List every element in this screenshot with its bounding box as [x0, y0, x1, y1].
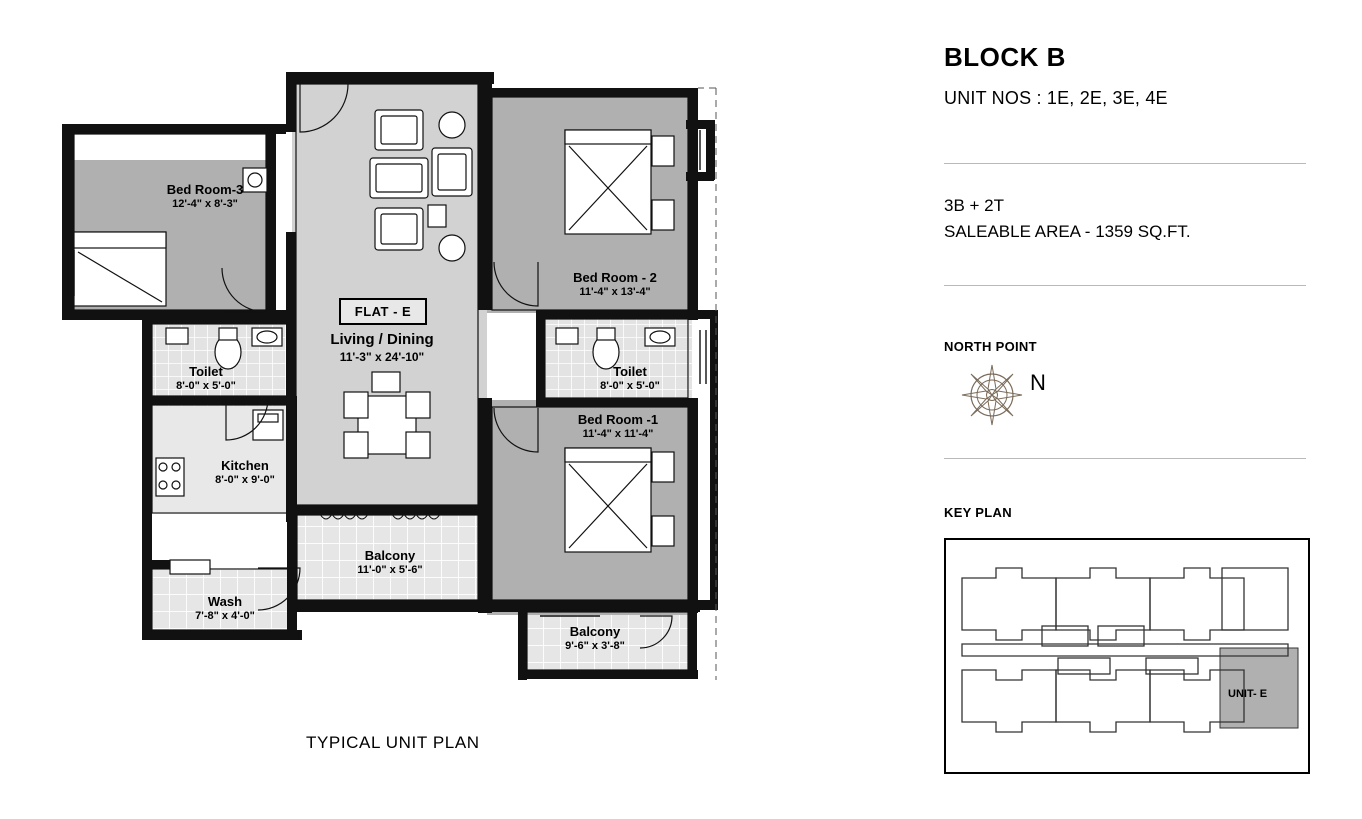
room-name: Bed Room - 2	[573, 270, 657, 285]
room-label-kitchen	[190, 458, 300, 488]
block-title: BLOCK B	[944, 42, 1066, 72]
divider-3	[944, 458, 1306, 459]
room-name: Balcony	[364, 548, 416, 563]
room-name: Living / Dining	[330, 331, 434, 348]
room-dimension: 8'-0" x 9'-0"	[215, 474, 275, 487]
unit-configuration: 3B + 2T	[944, 196, 1005, 215]
room-dimension: 11'-3" x 24'-10"	[339, 349, 425, 364]
saleable-area: SALEABLE AREA - 1359 SQ.FT.	[944, 222, 1191, 241]
room-dimension: 11'-0" x 5'-6"	[357, 564, 423, 577]
room-dimension: 12'-4" x 8'-3"	[172, 198, 238, 211]
key-plan-unit-label: UNIT- E	[1228, 688, 1268, 700]
key-plan-label: KEY PLAN	[944, 505, 1012, 520]
unit-numbers: UNIT NOS : 1E, 2E, 3E, 4E	[944, 88, 1168, 108]
room-name: Bed Room -1	[577, 412, 659, 427]
room-dimension: 7'-8" x 4'-0"	[195, 610, 255, 623]
flat-tag: FLAT - E	[339, 298, 427, 325]
north-letter: N	[1030, 370, 1046, 395]
room-name: Toilet	[189, 364, 223, 379]
room-name: Toilet	[613, 364, 647, 379]
info-panel	[944, 0, 1324, 814]
room-name: Kitchen	[221, 458, 269, 473]
room-dimension: 8'-0" x 5'-0"	[600, 380, 660, 393]
room-dimension: 11'-4" x 11'-4"	[582, 428, 654, 441]
room-label-balcony-secondary	[540, 624, 650, 654]
north-point-label: NORTH POINT	[944, 339, 1037, 354]
room-label-bed-room-3	[120, 182, 290, 212]
room-label-living-dining	[312, 331, 452, 365]
room-dimension: 8'-0" x 5'-0"	[176, 380, 236, 393]
room-label-balcony-main	[330, 548, 450, 578]
room-label-bed-room-1	[548, 412, 688, 442]
room-name: Wash	[207, 594, 243, 609]
room-label-wash	[175, 594, 275, 624]
divider-1	[944, 163, 1306, 164]
room-dimension: 9'-6" x 3'-8"	[565, 640, 625, 653]
room-name: Bed Room-3	[166, 182, 244, 197]
room-name: Balcony	[569, 624, 621, 639]
compass-rose-icon	[944, 360, 1064, 430]
plan-caption: TYPICAL UNIT PLAN	[306, 733, 480, 752]
key-plan	[944, 538, 1310, 774]
room-dimension: 11'-4" x 13'-4"	[579, 286, 651, 299]
room-label-toilet-right	[580, 364, 680, 394]
room-label-toilet-left	[156, 364, 256, 394]
room-label-bed-room-2	[545, 270, 685, 300]
key-plan-svg	[946, 540, 1304, 768]
divider-2	[944, 285, 1306, 286]
